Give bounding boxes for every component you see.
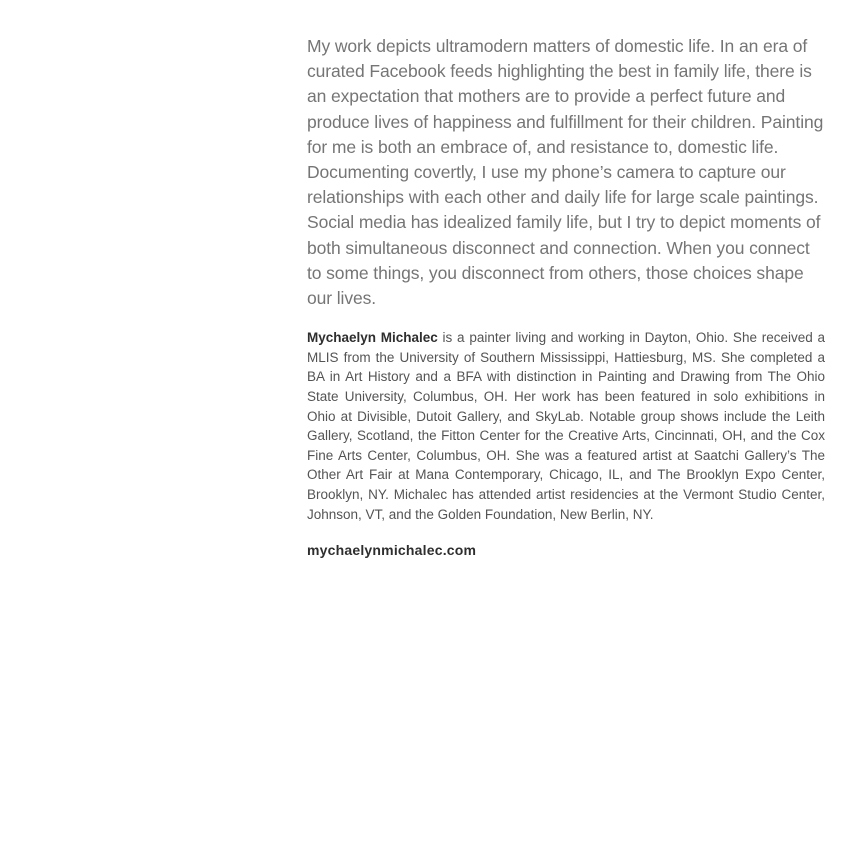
artist-name: Mychaelyn Michalec	[307, 330, 438, 346]
artist-statement-paragraph: My work depicts ultramodern matters of domestic life. In an era of curated Facebook feeds highlighting the best in family life, there is an expectation that mothers are to provide a perfect future and produce lives of happiness and fulfillment for their children. Painting for me is both an embrace of, and resistance to, domestic life. Documenting covertly, I use my phone’s camera to capture our relationships with each other and daily life for large scale paintings. Social media has idealized family life, but I try to depict moments of both simultaneous disconnect and connection. When you connect to some things, you disconnect from others, those choices shape our lives.	[307, 36, 824, 309]
content-column	[307, 34, 825, 560]
website-link[interactable]: mychaelynmichalec.com	[307, 542, 477, 559]
website-row	[307, 542, 825, 560]
artist-bio-text: is a painter living and working in Dayton, Ohio. She received a MLIS from the University of Southern Mississippi, Hattiesburg, MS. She completed a BA in Art History and a BFA with distinction in Painting and Drawing from The Ohio State University, Columbus, OH. Her work has been featured in solo exhibitions in Ohio at Divisible, Dutoit Gallery, and SkyLab. Notable group shows include the Leith Gallery, Scotland, the Fitton Center for the Creative Arts, Cincinnati, OH, and the Cox Fine Arts Center, Columbus, OH. She was a featured artist at Saatchi Gallery’s The Other Art Fair at Mana Contemporary, Chicago, IL, and The Brooklyn Expo Center, Brooklyn, NY. Michalec has attended artist residencies at the Vermont Studio Center, Johnson, VT, and the Golden Foundation, New Berlin, NY.	[307, 330, 825, 522]
artist-bio-paragraph	[307, 328, 825, 524]
